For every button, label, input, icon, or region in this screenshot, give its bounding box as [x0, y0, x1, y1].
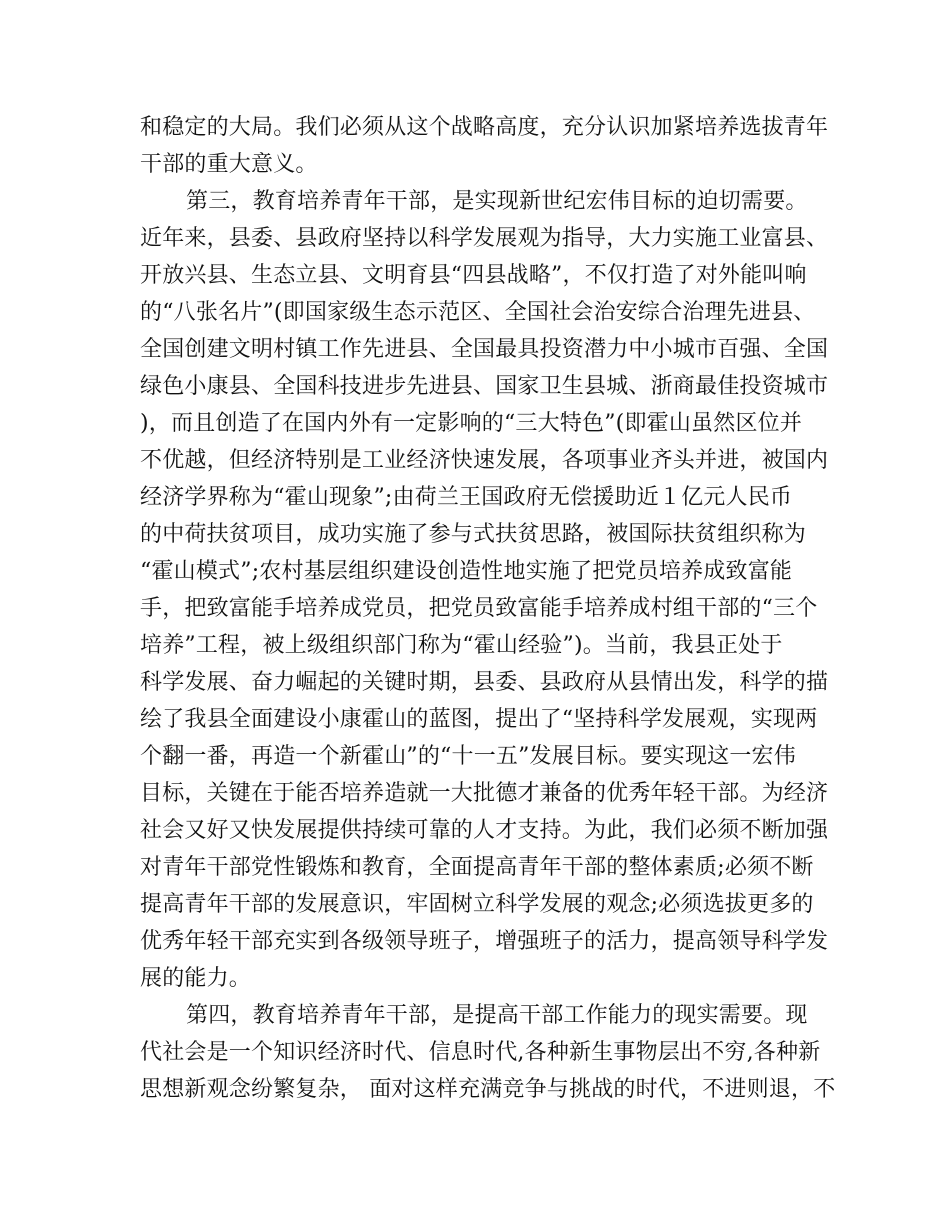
text-line: 的中荷扶贫项目，成功实施了参与式扶贫思路，被国际扶贫组织称为 [140, 522, 807, 547]
text-line: 全国创建文明村镇工作先进县、全国最具投资潜力中小城市百强、全国 [140, 337, 829, 362]
text-line: 代社会是一个知识经济时代、信息时代,各种新生事物层出不穷,各种新 [140, 1040, 821, 1065]
text-line: 培养”工程，被上级组织部门称为“霍山经验”)。当前，我县正处于 [140, 633, 783, 658]
text-line: 经济学界称为“霍山现象”;由荷兰王国政府无偿援助近１亿元人民币 [140, 485, 793, 510]
text-line: 的“八张名片”(即国家级生态示范区、全国社会治安综合治理先进县、 [140, 300, 816, 325]
text-line: 第四，教育培养青年干部，是提高干部工作能力的现实需要。现 [186, 1003, 808, 1028]
text-line: 近年来，县委、县政府坚持以科学发展观为指导，大力实施工业富县、 [140, 226, 829, 251]
text-line: 绿色小康县、全国科技进步先进县、国家卫生县城、浙商最佳投资城市 [140, 374, 829, 399]
text-line: “霍山模式”;农村基层组织建设创造性地实施了把党员培养成致富能 [140, 559, 793, 584]
text-line: 不优越，但经济特别是工业经济快速发展，各项事业齐头并进，被国内 [140, 448, 829, 473]
text-line: 手，把致富能手培养成党员，把党员致富能手培养成村组干部的“三个 [140, 596, 818, 621]
text-line: 展的能力。 [140, 966, 252, 991]
text-line: 个翻一番，再造一个新霍山”的“十一五”发展目标。要实现这一宏伟 [140, 744, 796, 769]
text-line: 绘了我县全面建设小康霍山的蓝图，提出了“坚持科学发展观，实现两 [140, 707, 818, 732]
text-line: 对青年干部党性锻炼和教育，全面提高青年干部的整体素质;必须不断 [140, 855, 814, 880]
text-line: 提高青年干部的发展意识，牢固树立科学发展的观念;必须选拔更多的 [140, 892, 814, 917]
text-line: 第三，教育培养青年干部，是实现新世纪宏伟目标的迫切需要。 [186, 189, 808, 214]
text-line: 开放兴县、生态立县、文明育县“四县战略”，不仅打造了对外能叫响 [140, 263, 807, 288]
text-line: 优秀年轻干部充实到各级领导班子，增强班子的活力，提高领导科学发 [140, 929, 829, 954]
text-line: )，而且创造了在国内外有一定影响的“三大特色”(即霍山虽然区位并 [140, 411, 803, 436]
text-line: 思想新观念纷繁复杂， 面对这样充满竞争与挑战的时代，不进则退，不 [140, 1077, 836, 1102]
text-line: 干部的重大意义。 [140, 152, 318, 177]
text-line: 社会又好又快发展提供持续可靠的人才支持。为此，我们必须不断加强 [140, 818, 829, 843]
text-line: 科学发展、奋力崛起的关键时期，县委、县政府从县情出发，科学的描 [140, 670, 829, 695]
text-line: 目标，关键在于能否培养造就一大批德才兼备的优秀年轻干部。为经济 [140, 781, 829, 806]
text-line: 和稳定的大局。我们必须从这个战略高度，充分认识加紧培养选拔青年 [140, 115, 829, 140]
